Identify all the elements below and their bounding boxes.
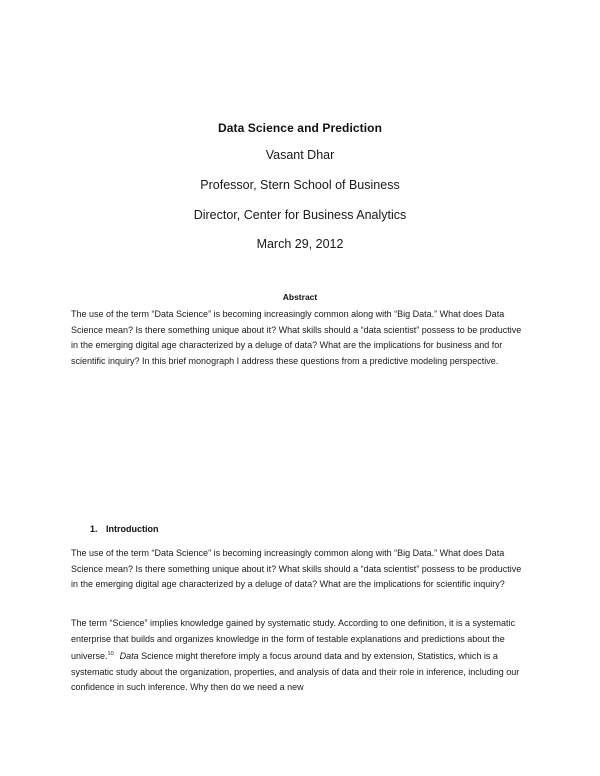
abstract-text: The use of the term “Data Science” is becoming increasingly common along with “Big Data.” What does Data Science mean? Is there something unique about it? What skills should a “data scientist” possess to be productive in the emerging digital age characterized by a deluge of data? What are the implications for business and for scientific inquiry? In this brief monograph I address these questions from a predictive modeling perspective.	[71, 309, 522, 366]
paragraph-2-text-end: Science might therefore imply a focus around data and by extension, Statistics, which is a systematic study about the organization, properties, and analysis of data and their role in inference, including our confidence in such inference. Why then do we need a new	[71, 651, 520, 693]
author-affiliation-2: Director, Center for Business Analytics	[193, 208, 407, 222]
abstract-heading: Abstract	[282, 292, 318, 302]
section-heading-introduction	[90, 524, 159, 534]
paper-date: March 29, 2012	[256, 237, 344, 251]
paragraph-2-text-start: The term “Science” implies knowledge gained by systematic study. According to one definition, it is a systematic enterprise that builds and organizes knowledge in the form of testable explanations and predictions about the universe.	[71, 618, 516, 662]
introduction-paragraph-1: The use of the term “Data Science” is becoming increasingly common along with “Big Data.” What does Data Science mean? Is there something unique about it? What skills should a “data scientist” possess to be productive in the emerging digital age characterized by a deluge of data? What are the implications for scientific inquiry?	[71, 548, 522, 590]
author-affiliation-1: Professor, Stern School of Business	[200, 178, 400, 192]
author-name: Vasant Dhar	[265, 148, 335, 162]
paper-title: Data Science and Prediction	[217, 121, 383, 135]
introduction-paragraph-2	[71, 616, 529, 696]
section-number: 1.	[90, 524, 98, 534]
paragraph-2-italic-word: Data	[119, 651, 139, 662]
footnote-reference: 10	[107, 651, 114, 658]
section-title: Introduction	[106, 524, 159, 534]
